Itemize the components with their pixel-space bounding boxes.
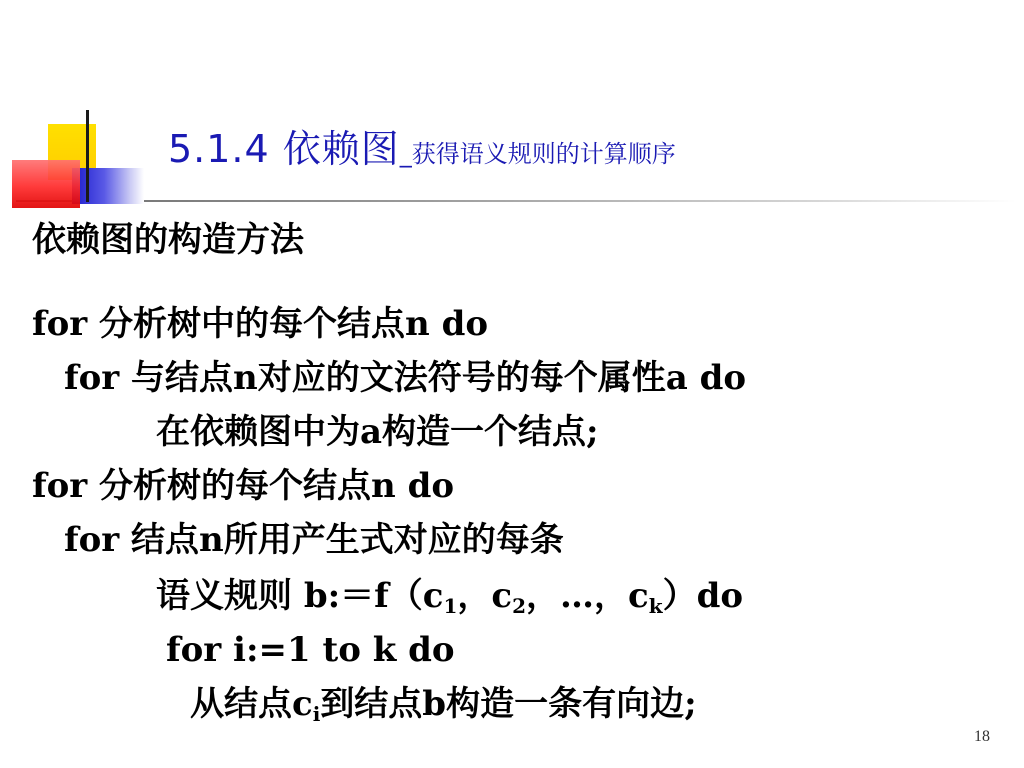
- decor-red-square: [12, 160, 80, 208]
- code-line-8-pre: 从结点c: [190, 684, 313, 724]
- subheading: 依赖图的构造方法: [32, 220, 304, 260]
- title-underline: [16, 200, 1016, 202]
- decor-vertical-line: [86, 110, 89, 202]
- code-line-6-sub3: k: [648, 594, 663, 618]
- code-line-8-sub: i: [312, 702, 321, 726]
- title-subtitle: _获得语义规则的计算顺序: [399, 140, 676, 168]
- code-line-6-post: ）do: [662, 576, 744, 616]
- page-number: 18: [974, 728, 990, 745]
- code-line-6: [156, 574, 743, 618]
- decor-blue-bar: [72, 168, 144, 204]
- code-line-1: for 分析树中的每个结点n do: [32, 304, 489, 344]
- code-line-2: for 与结点n对应的文法符号的每个属性a do: [64, 358, 747, 398]
- code-line-4: for 分析树的每个结点n do: [32, 466, 455, 506]
- title-main: 5.1.4 依赖图: [168, 127, 400, 171]
- code-line-6-pre: 语义规则 b:＝f（c: [156, 576, 444, 616]
- code-line-7: for i:=1 to k do: [166, 630, 455, 670]
- code-line-5: for 结点n所用产生式对应的每条: [64, 520, 564, 560]
- code-line-6-sub1: 1: [443, 594, 458, 618]
- code-line-3: 在依赖图中为a构造一个结点;: [156, 412, 599, 452]
- code-line-6-sub2: 2: [512, 594, 527, 618]
- code-line-8: [190, 682, 697, 726]
- code-line-6-mid2: ，…，c: [526, 576, 649, 616]
- code-line-8-post: 到结点b构造一条有向边;: [320, 684, 697, 724]
- slide-title: [168, 118, 676, 178]
- code-line-6-mid1: ，c: [457, 576, 513, 616]
